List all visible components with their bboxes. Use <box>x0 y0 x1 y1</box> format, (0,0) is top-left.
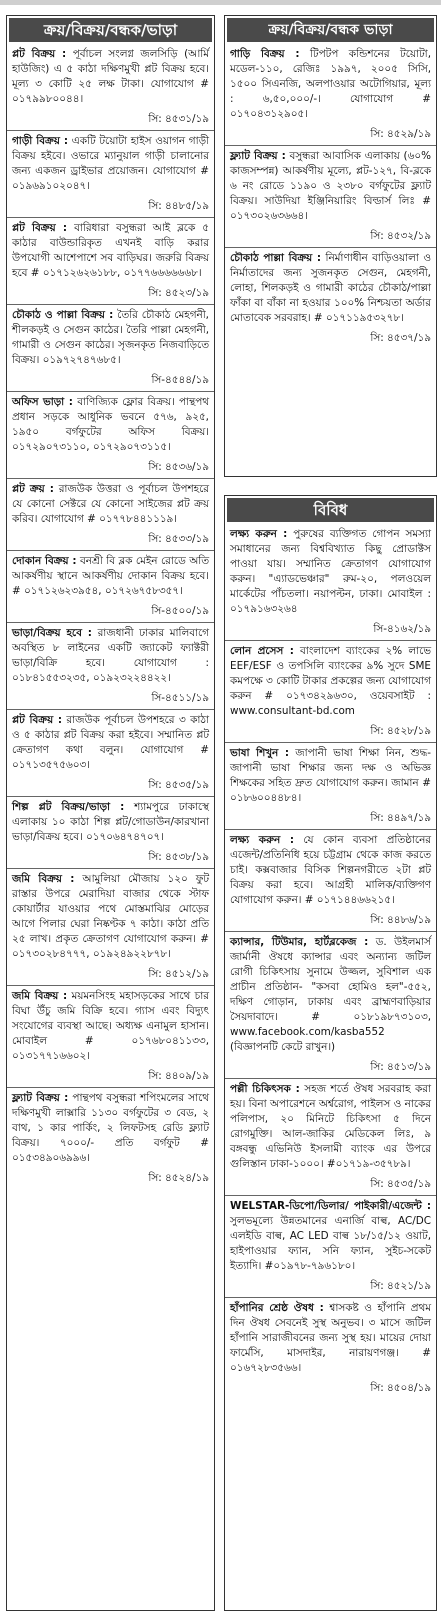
ad-title: WELSTAR-ডিপো/ডিলার/ পাইকারী/এজেন্ট : <box>230 1200 431 1212</box>
ad-text <box>230 149 431 224</box>
classified-ad <box>7 131 214 218</box>
ad-text <box>12 47 209 107</box>
classified-ad <box>225 641 436 743</box>
ad-text <box>230 47 431 122</box>
ad-body-text: রাজউক পূর্বাচল উপশহরে ৩ কাঠা ও ৫ কাঠার প্লট বিক্রয় করা হইবে। সম্মানিত প্লট ক্রেতাগণ কথা বলুন। যোগাযোগ # ০১৭১৩৫৭৫৬০৩। <box>12 714 209 771</box>
ad-body-text: বারিধারা বসুন্ধরা আই ব্লকে ৫ কাঠার বাউন্ডারিকৃত এখনই বাড়ি করার উপযোগী আশেপাশে সব বাড়িঘর। জরুরি বিক্রয় হবে # ০১৭১২৬২৬১৮৮, ০১৭৭৬৬৬৬৬৬৮। <box>12 222 209 279</box>
ad-text <box>12 989 209 1064</box>
ad-body-text: সহজ শর্তে ঔষধ সরবরাহ করা হয়। বিনা অপারেশনে অর্শ্বরোগ, পাইলস ও নাকের পলিপাস, ২০ মিনিটে চিকিৎসা ৫ দিনে রোগমুক্তি। আল-জাকির মেডিকেল লিঃ, ৯ বঙ্গবন্ধু এভিনিউ ইসলামী ব্যাংক এর উপরে গুলিস্তান ঢাকা-১০০০। #০১৭১৯-৩৫৭৮৯। <box>230 1083 431 1170</box>
ad-title: ক্যান্সার, টিউমার, হার্টব্লকেজ : <box>230 936 369 948</box>
right-top-ad-list <box>225 44 436 347</box>
classified-ad <box>7 44 214 131</box>
ad-text <box>230 251 431 326</box>
classified-ad <box>225 146 436 248</box>
ad-title: প্লট ক্রয় : <box>12 483 54 495</box>
ad-title: ফ্ল্যাট বিক্রয় : <box>12 1092 69 1104</box>
ad-body-text: রাজউক উত্তরা ও পূর্বাচল উপশহরে যে কোনো সেক্টরে যে কোনো সাইজের প্লট ক্রয় করিব। যোগাযোগ # ০১৭৭৮৪৪১১১৯। <box>12 483 209 525</box>
classified-ad <box>7 479 214 551</box>
classified-ad <box>225 248 436 347</box>
ad-body-text: তৈরি চৌকাঠ মেহগনী, শীলকড়ই ও সেগুন কাঠের। তৈরি পাল্লা মেহগনী, গামারী ও সেগুন কাঠের। সৃজনকৃত নিজবাড়িতে বিক্রয়। ০১৯৭২৭৪৭৬৮৫। <box>12 309 209 366</box>
ad-body-text: ময়মনসিংহ মহাসড়কের সাথে চার বিঘা উঁচু জমি বিক্রি হবে। গ্যাস এবং বিদ্যুৎ সংযোগের ব্যবস্থা আছে। অধ্যক্ষ এনামুল হাসান। মোবাইল # ০১৭৬৮০৪১১৩৩, ০১৩১৭৭১৬৬০২। <box>12 990 209 1062</box>
ad-title: গাড়ি বিক্রয় : <box>230 48 300 60</box>
ad-reference-code: সি: ৪৫১৩/১৯ <box>370 1061 431 1073</box>
ad-reference-code: সি: ৪৫৩৬/১৯ <box>148 461 209 473</box>
ad-text <box>12 308 209 368</box>
ad-body-text: নির্মাণাধীন বাড়িওয়ালা ও নির্মাতাদের জন্য সুজনকৃত সেগুন, মেহগনী, লোহা, শিলকড়ই ও গামারী কাঠের চৌকাঠ/পাল্লা ফাঁকা বা বাঁকা না হওয়ার ১০০% নিশ্চয়তা অর্ডার মোতাবেক সরবরাহ। # ০১৭১১৯৫৩২৭৮। <box>230 252 431 324</box>
ad-body-text: বসুন্ধরা আবাসিক এলাকায় (৬০% কাজসম্পন্ন) আকর্ষণীয় মূল্যে, প্লট-১২৭, বি-ব্লকে ৬ নং রোডে ১১৯০ ও ২৩৮০ বর্গফুটের ফ্ল্যাট বিক্রয়। সাউদিয়া ইঞ্জিনিয়ারিং বিল্ডার্স লিঃ # ০১৭৩০২৬৩৬৬৪। <box>230 150 431 222</box>
ad-title: ভাষা শিখুন : <box>230 747 289 759</box>
ad-body-text: ড. উইলমার্স জার্মানী ঔষধে ক্যান্সার এবং অন্যান্য জটিল রোগী চিকিৎসায় সুনামে উজ্জল, সুবিশাল এক প্রাচীন প্রতিষ্ঠান- "কসবা হোমিও হল"-৫৫২, দক্ষিণ গোড়ান, ঢাকায় এবং ব্রাহ্মণবাড়িয়ার সৈয়দাবাদে। # ০১৮১৯৮৭৩১০৩, www.facebook.com/kasba552 (বিজ্ঞাপনটি কেটে রাখুন।) <box>230 936 431 1053</box>
ad-body-text: পান্থপথ বসুন্ধরা শপিংমলের সাথে দক্ষিণমুখী লাক্সারি ১১৩০ বর্গফুটের ৩ বেড, ২ বাথ, ১ কার পার্কিং, ২ লিফটসহ রেডি ফ্ল্যাট বিক্রয়। ৭০০০/- প্রতি বর্গফুট # ০১৫৩৪৯০৬৯৯৬। <box>12 1092 209 1164</box>
ad-body-text: একটি টয়োটা হাইস ওয়াগন গাড়ী বিক্রয় হইবে। ওভারে ম্যানুয়াল গাড়ী চালানোর জন্য একজন ড্রাইভার প্রয়োজন। যোগাযোগ # ০১৯৬৯১০২০৪৭। <box>12 135 209 192</box>
ad-text <box>12 134 209 194</box>
ad-title: শিল্প প্লট বিক্রয়/ভাড়া : <box>12 801 125 813</box>
classified-ad <box>225 44 436 146</box>
ad-text <box>230 1199 431 1274</box>
ad-body-text: টিপটপ কন্ডিশনের টয়োটা, মডেল-১১০, রেজিঃ ১৯৯৭, ২০০৫ সিসি, ১৫০০ সিএনজি, অলপাওয়ার অটোগিয়ার, মূল্য : ৬,৫০,০০০/-। যোগাযোগ # ০১৭০৪৩১২৯০৫। <box>230 48 431 120</box>
ad-reference-code: সি: ৪৪৮৬/১৯ <box>370 914 431 926</box>
ad-title: জমি বিক্রয় : <box>12 990 68 1002</box>
ad-title: পল্লী চিকিৎসক : <box>230 1083 300 1095</box>
ad-reference-code: সি: ৪৫২৪/১৯ <box>148 1172 209 1184</box>
classified-ad <box>225 932 436 1079</box>
ad-text <box>12 554 209 599</box>
ad-title: চৌকাঠ ও পাল্লা বিক্রয় : <box>12 309 114 321</box>
ad-body-text: বাংলাদেশ ব্যাংকের ২% লাভে EEF/ESF ও তপসিলি ব্যাংকের ৯% সুদে SME কমপক্ষে ৩ কোটি টাকার প্রকল্পের জন্য যোগাযোগ করুন # ০১৭৩৪২৯৬৩০, ওয়েবসাইট : www.consultant-bd.com <box>230 645 431 717</box>
ad-reference-code: সি: ৪৫০৪/১৯ <box>370 1382 431 1394</box>
ad-text <box>230 935 431 1055</box>
ad-title: চৌকাঠ পাল্লা বিক্রয় : <box>230 252 322 264</box>
ad-body-text: আমুলিয়া মৌজায় ১২০ ফুট রাস্তার উপরে মেরাদিয়া বাজার থেকে স্টাফ কোয়ার্টার যাওয়ার পথে মোস্তমাঝির মোড়ের আগে পিলার ঘেরা নিষ্কণ্টক ৭ কাঠা। কাঠা প্রতি ২৫ লাখ। প্রকৃত ক্রেতাগণ যোগাযোগ করুন। # ০১৭৩০২৮৪৭৭৭, ০১৯২৪৯২২৮৭৮। <box>12 873 209 960</box>
ad-title: অফিস ভাড়া : <box>12 396 73 408</box>
ad-text <box>12 713 209 773</box>
ad-body-text: যে কোন ব্যবসা প্রতিষ্ঠানের এজেন্ট/প্রতিনিধি হয়ে চট্টগ্রাম থেকে কাজ করতে চাই। কক্সবাজার বিসিক শিল্পনগরীতে ২টা প্লট বিক্রয় করা হবে। আগ্রহী মালিক/ব্যক্তিগণ যোগাযোগ করুন। # ০১৭১৪৪৬৬২১৫। <box>230 834 431 906</box>
classified-ad <box>7 305 214 392</box>
ad-title: লক্ষ্য করুন : <box>230 528 288 540</box>
left-column-header: ক্রয়/বিক্রয়/বন্ধক/ভাড়া <box>9 18 212 42</box>
ad-text <box>12 626 209 686</box>
ad-reference-code: সি: ৪৪৯৭/১৯ <box>370 812 431 824</box>
ad-reference-code: সি: ৪৫৩৫/১৯ <box>370 1178 431 1190</box>
ad-body-text: শ্বাসকষ্ট ও হাঁপানি প্রথম দিন ঔষধ সেবনেই সুস্থ অনুভব। ৩ মাসে জটিল হাঁপানি সারাজীবনের জন্য সুস্থ হয়। মায়ের দোয়া ফার্মেসি, মাসদাইর, নারায়ণগঞ্জ। # ০১৬৭২৮৩৫৬৬। <box>230 1302 431 1374</box>
ad-title: গাড়ী বিক্রয় : <box>12 135 69 147</box>
ad-text <box>12 482 209 527</box>
ad-reference-code: সি: ৪৫৩৮/১৯ <box>148 851 209 863</box>
classified-ad <box>225 743 436 830</box>
classified-ad <box>225 524 436 641</box>
misc-classified-column <box>224 495 437 1611</box>
ad-reference-code: সি: ৪৫৩১/১৯ <box>148 113 209 125</box>
ad-text <box>12 800 209 845</box>
classified-ad <box>7 551 214 623</box>
classified-ad <box>225 1298 436 1397</box>
page-top-rule <box>0 0 441 5</box>
ad-text <box>230 833 431 908</box>
classified-ad <box>7 218 214 305</box>
ad-text <box>230 644 431 719</box>
classified-ad <box>7 623 214 710</box>
ad-body-text: বনশ্রী বি ব্লক মেইন রোডে অতি আকর্ষণীয় স্থানে আকর্ষণীয় দোকান বিক্রয় হবে। # ০১৭১২৬২৩৯৫৪, ০১৭২৬৭৫৮৩৫৭। <box>12 555 209 597</box>
ad-body-text: পূর্বাচল সংলগ্ন জলসিড়ি (আর্মি হাউজিং) এ ৫ কাঠা দক্ষিণমুখী প্লট বিক্রয় হবে। মূল্য ৩ কোটি ২৫ লক্ষ টাকা। যোগাযোগ # ০১৭৯৯৮০০৪৪। <box>12 48 209 105</box>
ad-text <box>12 395 209 455</box>
ad-reference-code: সি: ৪৫২৯/১৯ <box>370 128 431 140</box>
ad-body-text: বাণিজ্যিক ফ্লোর বিক্রয়। পান্থপথ প্রধান সড়কে আধুনিক ভবনে ৫৭৬, ৯২৫, ১৯৫০ বর্গফুটের অফিস বিক্রয়। ০১৭২৯০৭৩১১০, ০১৭২৯০৭৩১১৫। <box>12 396 209 453</box>
ad-title: দোকান বিক্রয় : <box>12 555 77 567</box>
ad-text <box>12 872 209 962</box>
ad-title: প্লট বিক্রয় : <box>12 48 67 60</box>
classified-ad <box>7 1088 214 1187</box>
ad-text <box>12 1091 209 1166</box>
left-ad-list <box>7 44 214 1187</box>
ad-body-text: পুরুষের ব্যক্তিগত গোপন সমস্যা সমাধানের জন্য বিশ্ববিখ্যাত কিছু প্রোডাক্টস পাওয়া যায়। সম্মানিত ক্রেতাগণ যোগাযোগ করুন। "এ্যাডভেঞ্চার" রুম-২০, পলওয়েল মার্কেটের পাঁচতলা। নয়াপল্টন, ঢাকা। মোবাইল : ০১৭৯১৬৩২৬৪ <box>230 528 431 615</box>
ad-reference-code: সি: ৪৪৮৫/১৯ <box>148 200 209 212</box>
ad-body-text: শ্যামপুরে ঢাকাস্থে এলাকায় ১০ কাঠা শিল্প প্লট/গোডাউন/কারখানা ভাড়া/বিক্রয় হবে। ০১৭০৬৪৭৪৭০৭। <box>12 801 209 843</box>
ad-reference-code: সি: ৪৫৩৩/১৯ <box>148 533 209 545</box>
ad-title: হাঁপানির শ্রেষ্ঠ ঔষধ : <box>230 1302 324 1314</box>
ad-reference-code: সি: ৪৫৩২/১৯ <box>370 230 431 242</box>
ad-title: ভাড়া/বিক্রয় হবে : <box>12 627 92 639</box>
ad-reference-code: সি: ৪৫২৩/১৯ <box>148 287 209 299</box>
ad-body-text: সুলভমূল্যে উন্নতমানের এনার্জি বাল্ব, AC/DC এলইডি বাল্ব, AC LED বাল্ব ১৮/১৫/১২ ওয়াট, হাইপাওয়ার ফ্যান, সনি ফ্যান, সুইচ-সকেট ইত্যাদি। #০১৯৭৮-৭৯৬১৮০। <box>230 1215 431 1272</box>
ad-reference-code: সি: ৪৫৩৭/১৯ <box>370 332 431 344</box>
ad-text <box>12 221 209 281</box>
ad-text <box>230 1301 431 1376</box>
misc-column-header: বিবিধ <box>227 498 434 522</box>
classified-ad <box>7 869 214 986</box>
classified-ad <box>7 986 214 1088</box>
left-classified-column <box>6 15 215 1611</box>
ad-text <box>230 746 431 806</box>
classified-ad <box>225 830 436 932</box>
ad-reference-code: সি: ৪৫২১/১৯ <box>370 1280 431 1292</box>
right-top-classified-column <box>224 15 437 477</box>
ad-text <box>230 1082 431 1172</box>
ad-reference-code: সি-৪৫৪৪/১৯ <box>151 374 209 386</box>
classified-ad <box>7 797 214 869</box>
ad-title: প্লট বিক্রয় : <box>12 714 62 726</box>
ad-reference-code: সি: ৪৪০৯/১৯ <box>148 1070 209 1082</box>
ad-body-text: জাপানী ভাষা শিক্ষা নিন, শুদ্ধ-জাপানী ভাষা শিক্ষার জন্য দক্ষ ও অভিজ্ঞ শিক্ষকের সহিত দ্রুত যোগাযোগ করুন। জামান # ০১৮৬০০৪৪৮৪। <box>230 747 431 804</box>
classified-ad <box>225 1196 436 1298</box>
ad-text <box>230 527 431 617</box>
ad-reference-code: সি: ৪৫২৮/১৯ <box>370 725 431 737</box>
ad-reference-code: সি-৪৫০০/১৯ <box>151 605 209 617</box>
ad-title: লোন প্রসেস : <box>230 645 294 657</box>
ad-reference-code: সি: ৪৫১২/১৯ <box>148 968 209 980</box>
ad-title: প্লট বিক্রয় : <box>12 222 68 234</box>
misc-ad-list <box>225 524 436 1397</box>
right-top-column-header: ক্রয়/বিক্রয়/বন্ধক ভাড়া <box>227 18 434 42</box>
classified-ad <box>225 1079 436 1196</box>
ad-reference-code: সি-৪৫১১/১৯ <box>151 692 209 704</box>
ad-reference-code: সি-৪১৬২/১৯ <box>373 623 431 635</box>
classified-ad <box>7 392 214 479</box>
ad-title: লক্ষ্য করুন : <box>230 834 295 846</box>
ad-title: জমি বিক্রয় : <box>12 873 75 885</box>
ad-reference-code: সি: ৪৫৩৫/১৯ <box>148 779 209 791</box>
ad-title: ফ্ল্যাট বিক্রয় : <box>230 150 286 162</box>
ad-body-text: রাজধানী ঢাকার মালিবাগে অবস্থিত ৮ লাইনের একটি জ্যাকেট ফ্যাক্টরী ভাড়া/বিক্রি হবে। যোগাযোগ : ০১৮৪১৫৫৩২৩৫, ০১৯২৩২২৪৪২২। <box>12 627 209 684</box>
classified-ad <box>7 710 214 797</box>
